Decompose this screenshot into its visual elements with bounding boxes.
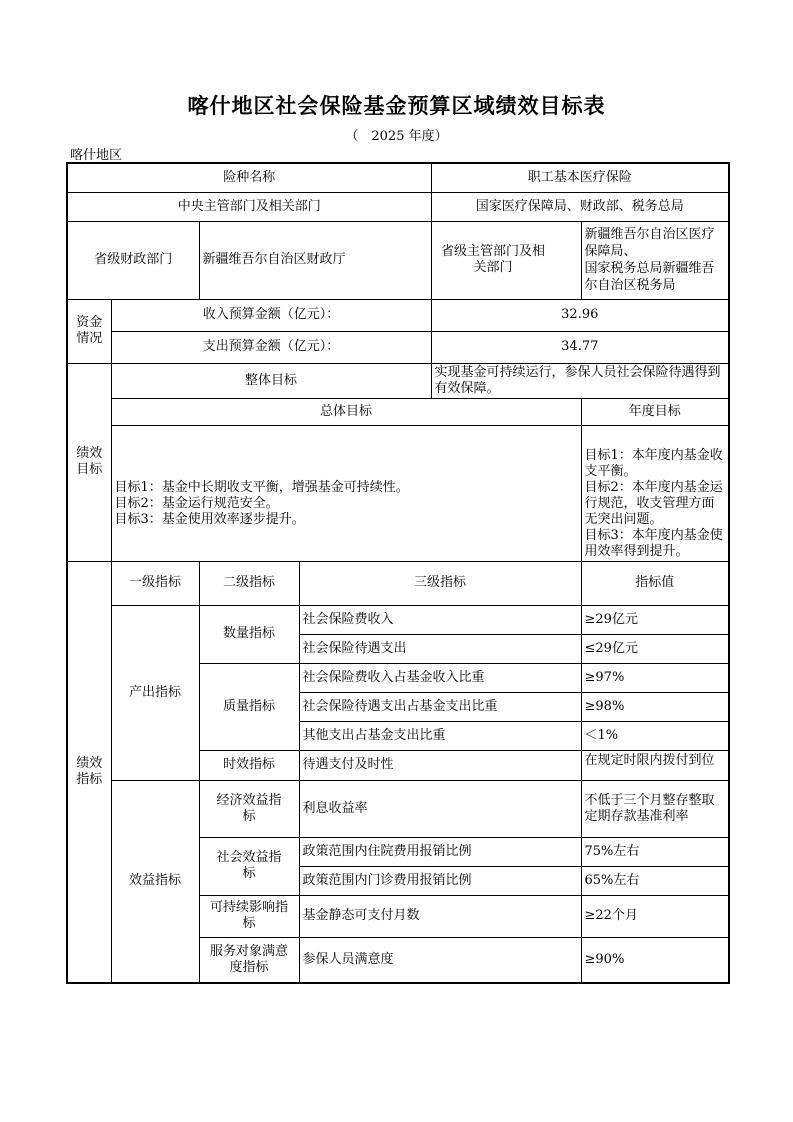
income-budget-value: 32.96 [431,299,729,331]
timeliness-indicator-label: 时效指标 [199,750,299,780]
table-row-value: ＜1% [581,721,729,750]
prov-finance-label: 省级财政部门 [67,221,199,299]
page-title: 喀什地区社会保险基金预算区域绩效目标表 [187,93,606,118]
central-dept-label: 中央主管部门及相关部门 [67,192,431,221]
general-goal-header: 总体目标 [111,398,581,425]
prov-dept-label: 省级主管部门及相关部门 [431,221,581,299]
table-row-value: ≥98% [581,692,729,721]
benefit-indicator-label: 效益指标 [111,780,199,983]
table-row-name: 社会保险待遇支出 [299,634,581,663]
funds-label: 资金情况 [67,299,111,363]
table-row-name: 其他支出占基金支出比重 [299,721,581,750]
overall-goal-label: 整体目标 [111,363,431,398]
sustain-indicator-label: 可持续影响指标 [199,895,299,937]
general-goal-text: 目标1：基金中长期收支平衡，增强基金可持续性。 目标2：基金运行规范安全。 目标3：基金使用效率逐步提升。 [111,425,581,561]
header-level3: 三级指标 [299,561,581,605]
header-level1: 一级指标 [111,561,199,605]
table-row-value: ≥90% [581,937,729,983]
table-row-value: ≤29亿元 [581,634,729,663]
income-budget-label: 收入预算金额（亿元）： [111,299,431,331]
quantity-indicator-label: 数量指标 [199,605,299,663]
table-row-value: 65%左右 [581,866,729,895]
service-indicator-label: 服务对象满意度指标 [199,937,299,983]
table-row-name: 社会保险待遇支出占基金支出比重 [299,692,581,721]
table-row-value: 在规定时限内拨付到位 [584,752,715,768]
fiscal-year-subtitle: （ 2025 年度） [345,129,448,144]
annual-goal-text: 目标1：本年度内基金收支平衡。 目标2：本年度内基金运行规范，收支管理方面无突出问题。 目标3：本年度内基金使用效率得到提升。 [581,425,729,561]
expense-budget-value: 34.77 [431,331,729,363]
table-row-value: 不低于三个月整存整取定期存款基准利率 [581,780,729,837]
table-row-value: 75%左右 [581,837,729,866]
overall-goal-text: 实现基金可持续运行，参保人员社会保险待遇得到有效保障。 [431,363,729,398]
social-indicator-label: 社会效益指标 [199,837,299,895]
insurance-name-value: 职工基本医疗保险 [431,163,729,192]
annual-goal-header: 年度目标 [581,398,729,425]
quality-indicator-label: 质量指标 [199,663,299,750]
table-row-name: 利息收益率 [299,780,581,837]
table-row-name: 待遇支付及时性 [299,750,581,780]
table-row-name: 参保人员满意度 [299,937,581,983]
performance-target-table [66,162,730,984]
output-indicator-label: 产出指标 [111,605,199,780]
table-row-name: 政策范围内门诊费用报销比例 [299,866,581,895]
table-row-name: 基金静态可支付月数 [299,895,581,937]
table-row-value: ≥22个月 [581,895,729,937]
prov-dept-value: 新疆维吾尔自治区医疗保障局、 国家税务总局新疆维吾尔自治区税务局 [581,221,729,299]
table-row-value: ≥29亿元 [581,605,729,634]
indicators-label: 绩效指标 [67,561,111,983]
prov-finance-value: 新疆维吾尔自治区财政厅 [199,221,431,299]
central-dept-value: 国家医疗保障局、财政部、税务总局 [431,192,729,221]
economic-indicator-label: 经济效益指标 [199,780,299,837]
table-row-name: 社会保险费收入 [299,605,581,634]
table-row-name: 社会保险费收入占基金收入比重 [299,663,581,692]
table-row-value: ≥97% [581,663,729,692]
header-level2: 二级指标 [199,561,299,605]
insurance-name-label: 险种名称 [67,163,431,192]
goals-label: 绩效目标 [67,363,111,561]
header-value: 指标值 [581,561,729,605]
region-label: 喀什地区 [70,148,123,163]
table-row-name: 政策范围内住院费用报销比例 [299,837,581,866]
expense-budget-label: 支出预算金额（亿元）： [111,331,431,363]
